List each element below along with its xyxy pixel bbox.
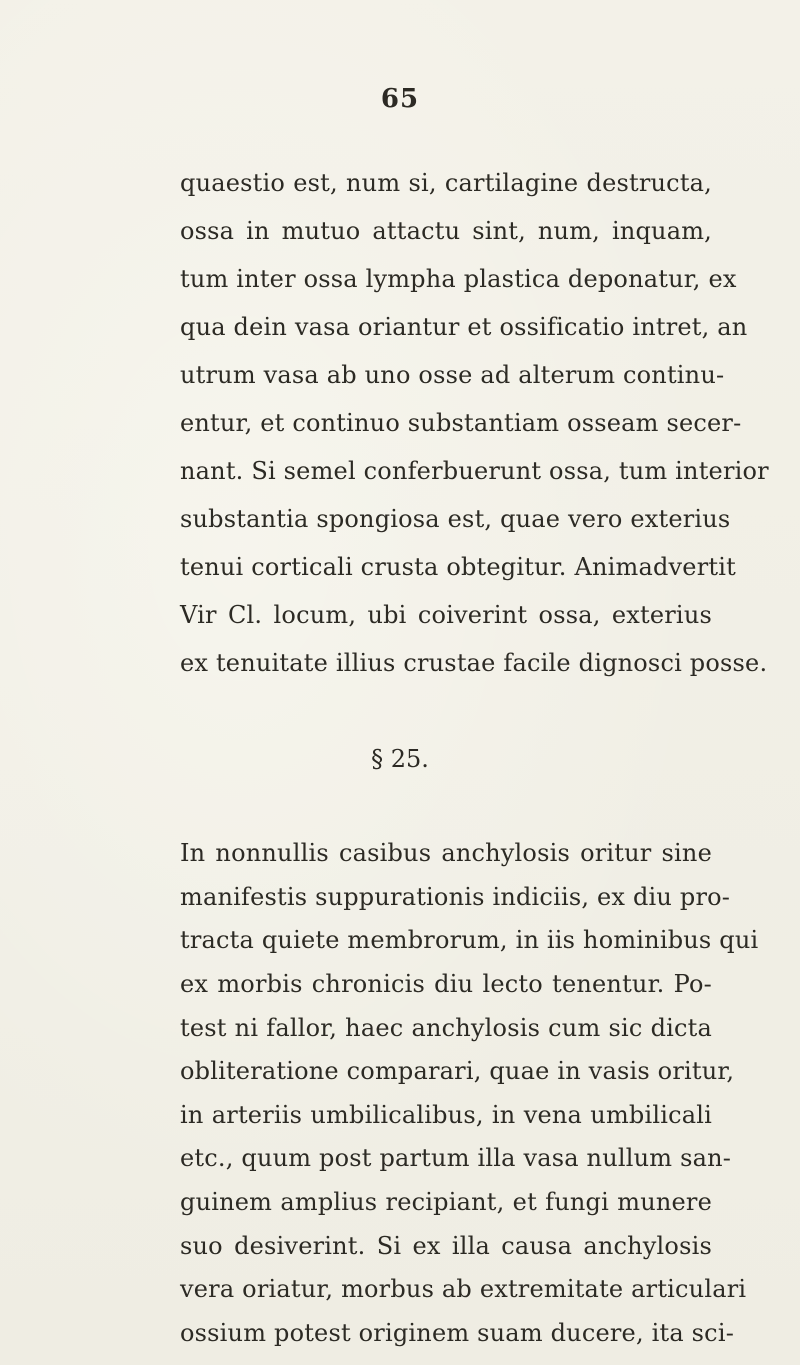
text-line: guinem amplius recipiant, et fungi munere [180,1188,712,1217]
text-line: etc., quum post partum illa vasa nullum san- [180,1144,732,1173]
text-line: tracta quiete membrorum, in iis hominibus qui [180,926,759,955]
text-line: test ni fallor, haec anchylosis cum sic dicta [180,1013,712,1042]
text-line: tenui corticali crusta obtegitur. Animadvertit [180,553,736,581]
text-line: ossium potest originem suam ducere, ita sci- [180,1319,735,1347]
text-line: in arteriis umbilicalibus, in vena umbilicali [180,1100,712,1129]
text-line: ossa in mutuo attactu sint, num, inquam, [180,217,712,245]
text-line: entur, et continuo substantiam osseam secer- [180,409,742,437]
text-line: Vir Cl. locum, ubi coiverint ossa, exterius [180,601,712,629]
text-line: qua dein vasa oriantur et ossificatio intret, an [180,313,748,341]
text-line: obliteratione comparari, quae in vasis oritur, [180,1057,735,1086]
text-line: tum inter ossa lympha plastica deponatur, ex [180,265,737,293]
text-line: nant. Si semel conferbuerunt ossa, tum interior [180,457,769,485]
text-line: ex morbis chronicis diu lecto tenentur. Po- [180,969,712,998]
text-line: quaestio est, num si, cartilagine destructa, [180,169,712,197]
page-number: 65 [380,84,420,114]
text-line: ex tenuitate illius crustae facile dignosci posse. [180,649,768,677]
text-line: In nonnullis casibus anchylosis oritur sine [180,839,712,867]
text-line: manifestis suppurationis indiciis, ex diu pro- [180,882,731,911]
text-line: utrum vasa ab uno osse ad alterum continu- [180,361,725,389]
text-line: vera oriatur, morbus ab extremitate articulari [180,1275,747,1304]
text-line: substantia spongiosa est, quae vero exterius [180,505,731,533]
section-heading: § 25. [371,745,429,773]
text-line: suo desiverint. Si ex illa causa anchylosis [180,1231,712,1260]
